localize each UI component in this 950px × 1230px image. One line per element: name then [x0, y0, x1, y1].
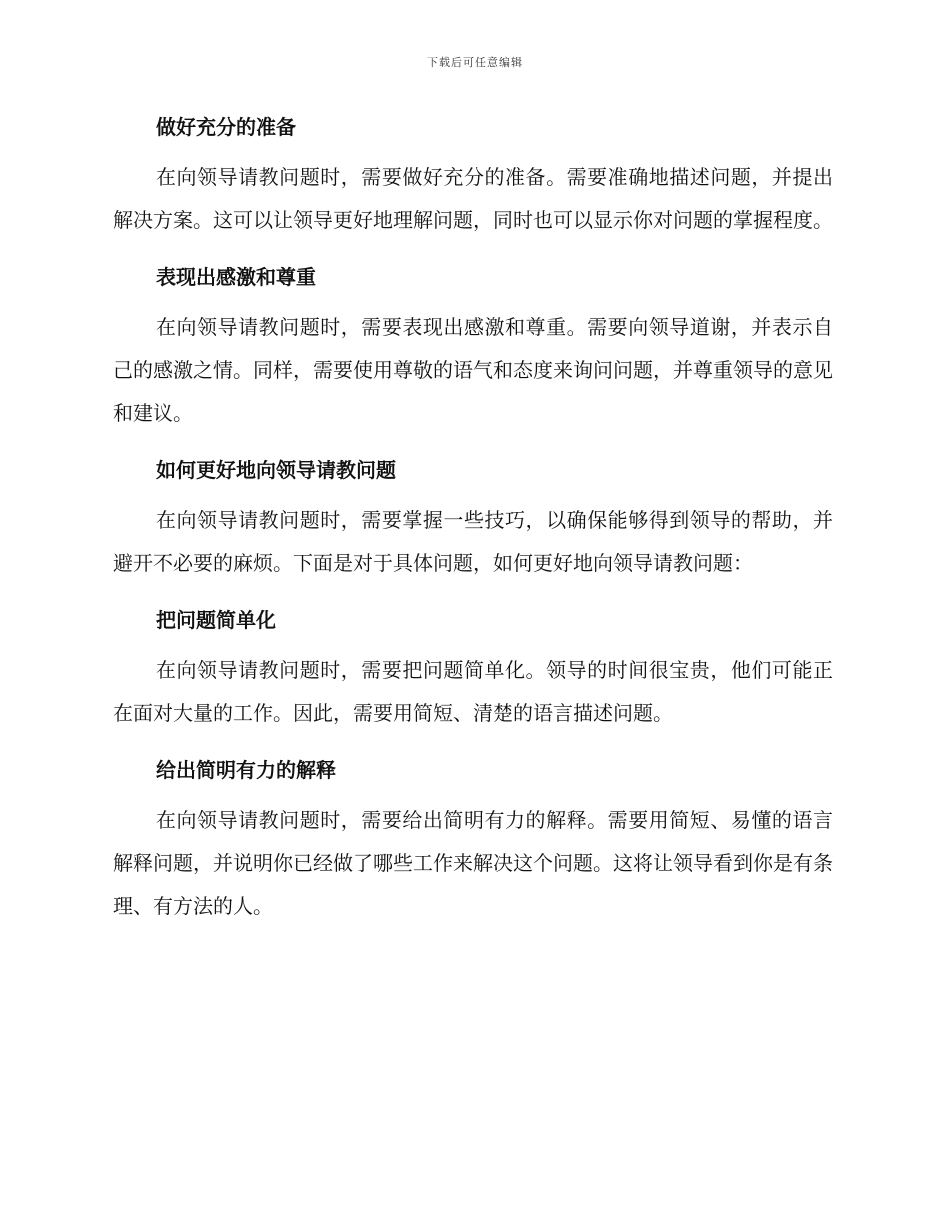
section-heading: 如何更好地向领导请教问题 — [156, 458, 396, 482]
section-explain — [113, 753, 833, 928]
section-heading: 给出简明有力的解释 — [156, 758, 336, 782]
section-paragraph: 在向领导请教问题时，需要给出简明有力的解释。需要用简短、易懂的语言解释问题，并说明你已经做了哪些工作来解决这个问题。这将让领导看到你是有条理、有方法的人。 — [113, 808, 833, 918]
section-heading: 把问题简单化 — [156, 608, 276, 632]
section-preparation — [113, 110, 833, 242]
page-header-note: 下载后可任意编辑 — [427, 56, 523, 69]
section-heading: 表现出感激和尊重 — [156, 265, 316, 289]
section-paragraph: 在向领导请教问题时，需要做好充分的准备。需要准确地描述问题，并提出解决方案。这可以让领导更好地理解问题，同时也可以显示你对问题的掌握程度。 — [113, 165, 833, 232]
document-content — [113, 110, 833, 946]
section-paragraph: 在向领导请教问题时，需要表现出感激和尊重。需要向领导道谢，并表示自己的感激之情。同样，需要使用尊敬的语气和态度来询问问题，并尊重领导的意见和建议。 — [113, 315, 833, 425]
section-how-to-ask — [113, 453, 833, 585]
section-heading: 做好充分的准备 — [156, 115, 296, 139]
section-paragraph: 在向领导请教问题时，需要把问题简单化。领导的时间很宝贵，他们可能正在面对大量的工作。因此，需要用简短、清楚的语言描述问题。 — [113, 658, 833, 725]
section-paragraph: 在向领导请教问题时，需要掌握一些技巧，以确保能够得到领导的帮助，并避开不必要的麻烦。下面是对于具体问题，如何更好地向领导请教问题： — [113, 508, 833, 575]
section-gratitude — [113, 260, 833, 435]
section-simplify — [113, 603, 833, 735]
